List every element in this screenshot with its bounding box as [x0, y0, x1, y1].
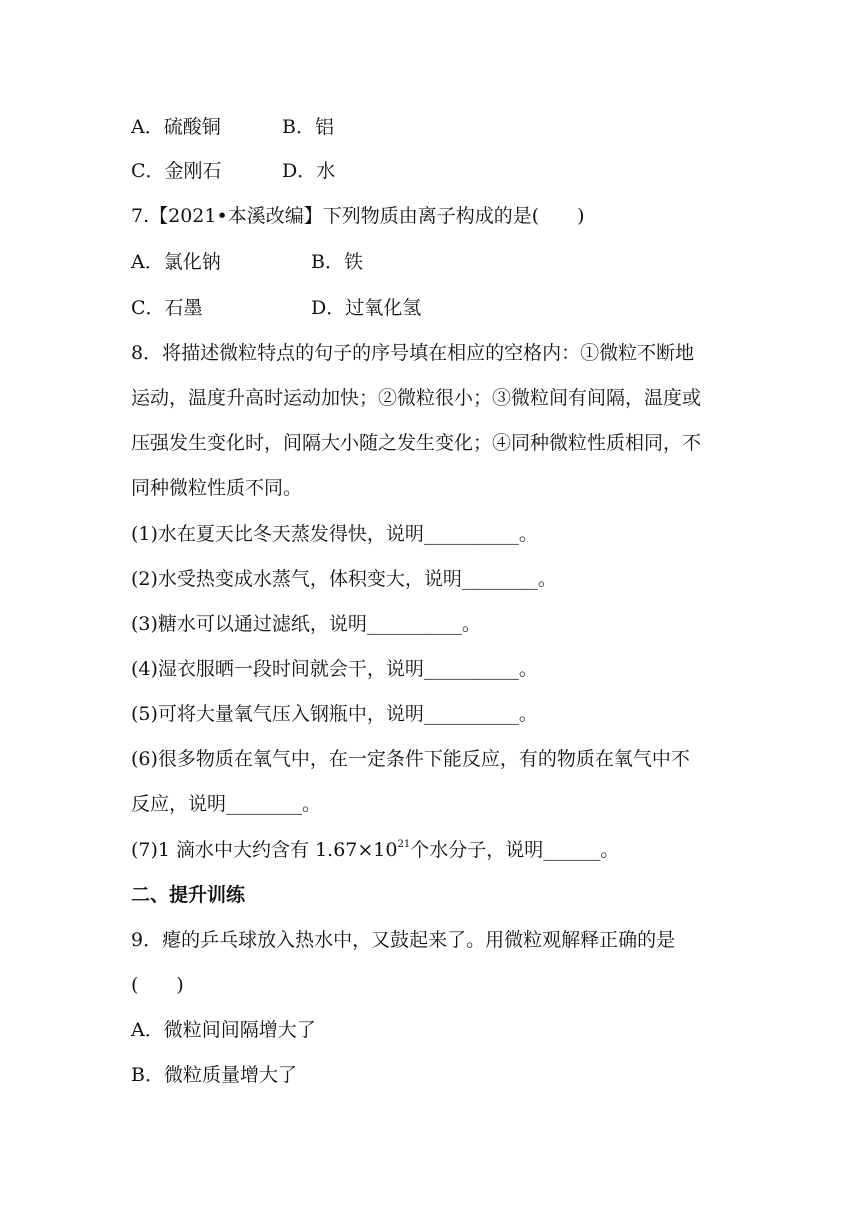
q8-item-7-exponent: 21	[397, 839, 411, 850]
q9-stem-line-1: 9．瘪的乒乓球放入热水中，又鼓起来了。用微粒观解释正确的是	[131, 929, 676, 951]
q6-option-b: B．铝	[282, 116, 334, 138]
q7-options-row-2	[131, 295, 421, 321]
q9-option-a: A．微粒间间隔增大了	[131, 1019, 316, 1041]
q8-item-7-text-end: 个水分子，说明______。	[410, 839, 620, 861]
q8-stem-line-3: 压强发生变化时，间隔大小随之发生变化；④同种微粒性质相同，不	[131, 432, 702, 454]
q8-item-5: (5)可将大量氧气压入钢瓶中，说明__________。	[131, 703, 538, 725]
q9-option-b: B．微粒质量增大了	[131, 1064, 297, 1086]
q8-item-1: (1)水在夏天比冬天蒸发得快，说明__________。	[131, 523, 538, 545]
q8-item-7	[131, 837, 619, 863]
q8-stem-line-4: 同种微粒性质不同。	[131, 477, 303, 499]
q7-option-a: A．氯化钠	[131, 251, 221, 273]
q7-option-b: B．铁	[311, 251, 363, 273]
q6-option-c: C．金刚石	[131, 160, 222, 182]
q9-stem-line-2: ( )	[131, 974, 184, 996]
q6-options-row-1	[131, 114, 334, 140]
q6-option-a: A．硫酸铜	[131, 116, 221, 138]
q7-option-d: D．过氧化氢	[311, 297, 422, 319]
q6-option-d: D．水	[282, 160, 336, 182]
q7-options-row-1	[131, 249, 363, 275]
q8-stem-line-2: 运动，温度升高时运动加快；②微粒很小；③微粒间有间隔，温度或	[131, 387, 702, 409]
q8-item-7-text: (7)1 滴水中大约含有 1.67×10	[131, 839, 398, 861]
q8-item-2: (2)水受热变成水蒸气，体积变大，说明________。	[131, 568, 557, 590]
q8-item-6-line-2: 反应，说明________。	[131, 793, 322, 815]
q7-option-c: C．石墨	[131, 297, 203, 319]
q6-options-row-2	[131, 158, 335, 184]
q8-stem-line-1: 8．将描述微粒特点的句子的序号填在相应的空格内：①微粒不断地	[131, 342, 695, 364]
q8-item-3: (3)糖水可以通过滤纸，说明__________。	[131, 613, 481, 635]
q8-item-6-line-1: (6)很多物质在氧气中，在一定条件下能反应，有的物质在氧气中不	[131, 748, 690, 770]
q8-item-4: (4)湿衣服晒一段时间就会干，说明__________。	[131, 658, 538, 680]
section-heading: 二、提升训练	[131, 884, 246, 906]
q7-stem: 7.【2021•本溪改编】下列物质由离子构成的是( )	[131, 205, 585, 227]
